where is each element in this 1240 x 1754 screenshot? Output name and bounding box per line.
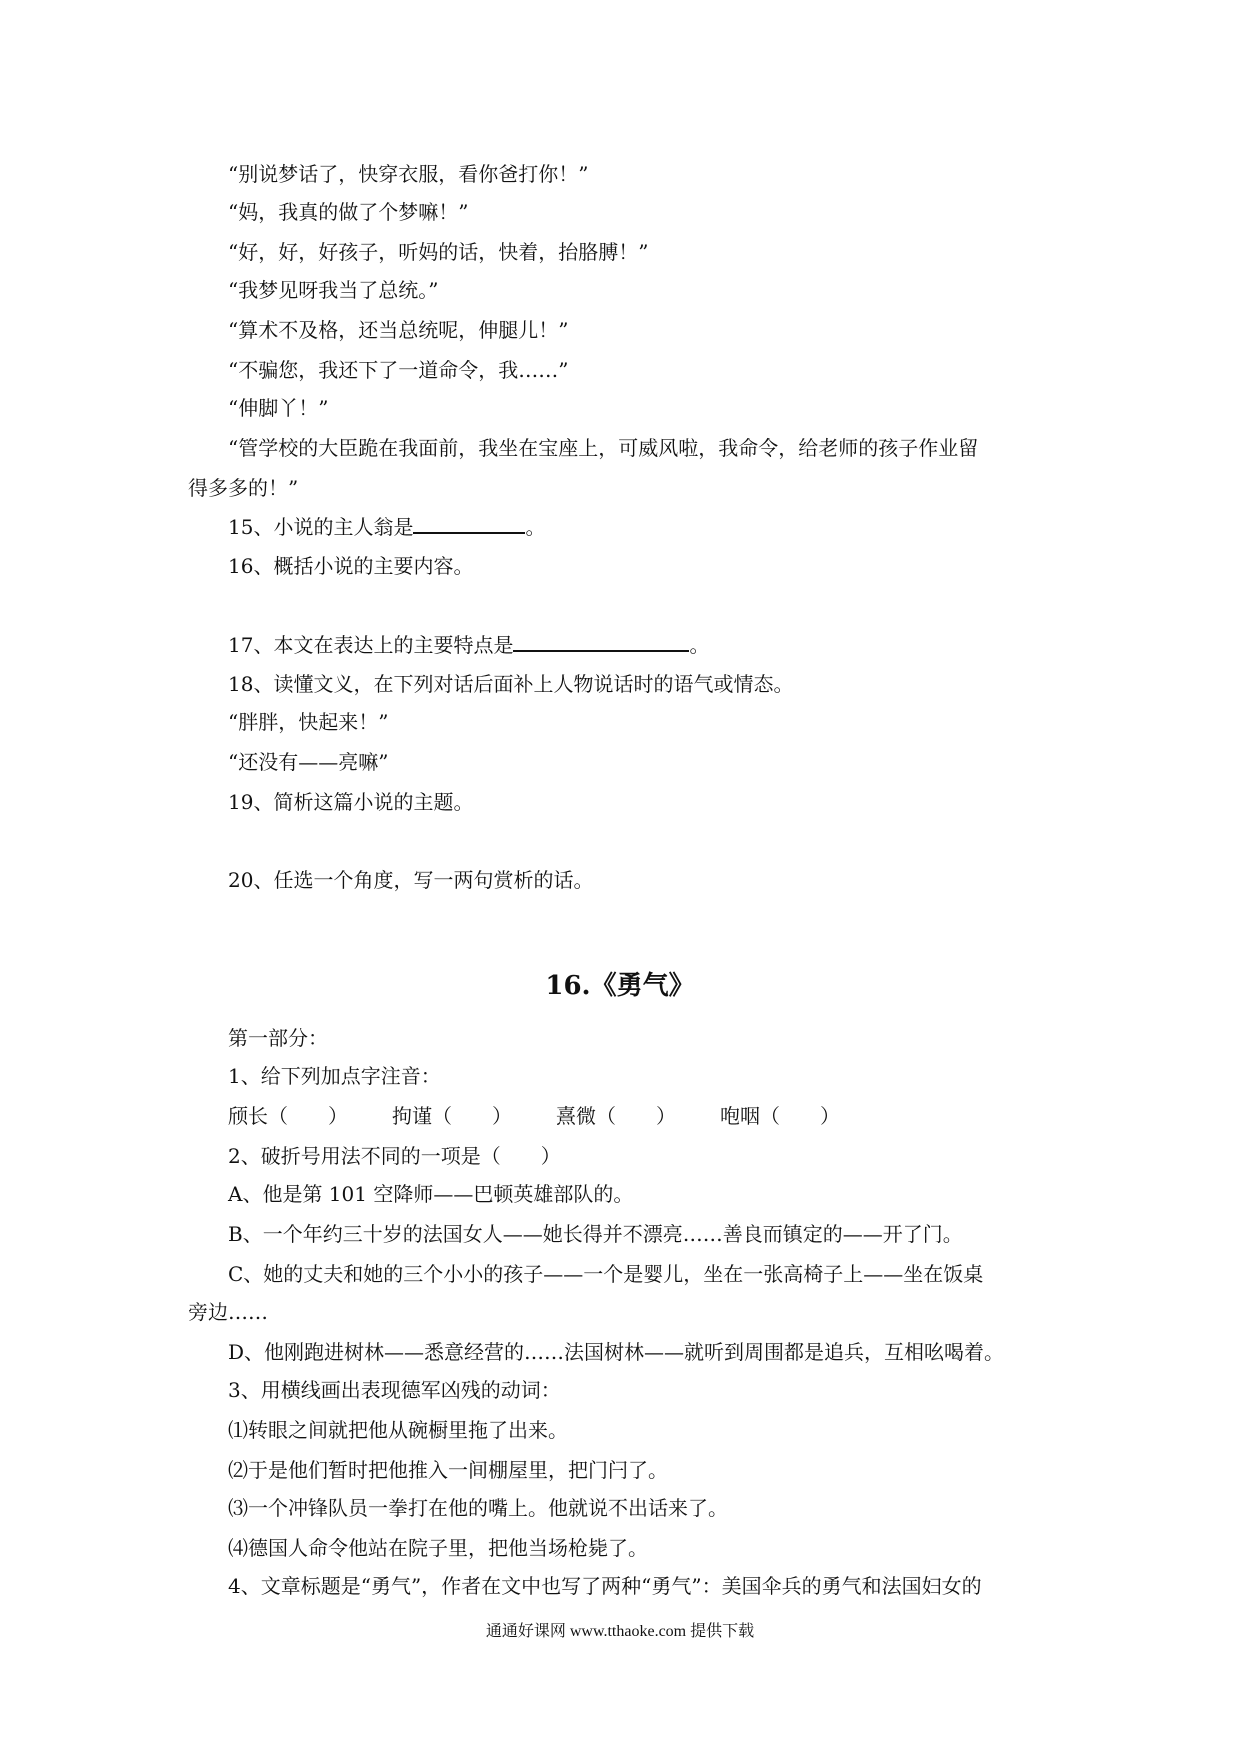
question-4: 4、文章标题是“勇气”，作者在文中也写了两种“勇气”：美国伞兵的勇气和法国妇女的	[228, 1574, 982, 1598]
dialogue-line: “算术不及格，还当总统呢，伸腿儿！”	[228, 318, 569, 342]
dialogue-line: “妈，我真的做了个梦嘛！”	[228, 200, 469, 224]
question-2-option-a: A、他是第 101 空降师——巴顿英雄部队的。	[228, 1182, 634, 1206]
question-3-item-2: ⑵于是他们暂时把他推入一间棚屋里，把门闩了。	[228, 1458, 668, 1482]
dialogue-line: “伸脚丫！”	[228, 396, 329, 420]
question-20: 20、任选一个角度，写一两句赏析的话。	[228, 868, 594, 892]
question-2: 2、破折号用法不同的一项是（ ）	[228, 1144, 561, 1168]
question-18: 18、读懂文义，在下列对话后面补上人物说话时的语气或情态。	[228, 672, 794, 696]
page-footer: 通通好课网 www.tthaoke.com 提供下载	[485, 1623, 755, 1640]
question-3-item-1: ⑴转眼之间就把他从碗橱里拖了出来。	[228, 1418, 568, 1442]
question-15-end: 。	[525, 515, 546, 539]
question-2-option-b: B、一个年约三十岁的法国女人——她长得并不漂亮……善良而镇定的——开了门。	[228, 1222, 963, 1246]
pinyin-option: 熹微（ ）	[556, 1104, 676, 1128]
question-17-text: 17、本文在表达上的主要特点是	[228, 633, 514, 657]
question-3: 3、用横线画出表现德军凶残的动词：	[228, 1378, 561, 1402]
question-18-dialogue-a: “胖胖，快起来！”	[228, 710, 389, 734]
dialogue-line: “我梦见呀我当了总统。”	[228, 278, 439, 302]
dialogue-line: “不骗您，我还下了一道命令，我……”	[228, 358, 569, 382]
answer-blank[interactable]	[413, 514, 525, 534]
pinyin-option: 咆咽（ ）	[720, 1104, 840, 1128]
question-15	[228, 514, 545, 539]
part-heading: 第一部分：	[228, 1026, 328, 1050]
dialogue-line: “好，好，好孩子，听妈的话，快着，抬胳膊！”	[228, 240, 649, 264]
pinyin-option: 颀长（ ）	[228, 1104, 348, 1128]
dialogue-line-continued: 得多多的！”	[188, 476, 299, 500]
question-2-option-d: D、他刚跑进树林——悉意经营的……法国树林——就听到周围都是追兵，互相吆喝着。	[228, 1340, 1005, 1364]
question-19: 19、简析这篇小说的主题。	[228, 790, 474, 814]
question-2-option-c-continued: 旁边……	[188, 1300, 268, 1324]
question-1: 1、给下列加点字注音：	[228, 1064, 441, 1088]
question-18-dialogue-b: “还没有——亮嘛”	[228, 750, 389, 774]
question-2-option-c: C、她的丈夫和她的三个小小的孩子——一个是婴儿，坐在一张高椅子上——坐在饭桌	[228, 1262, 984, 1286]
question-15-text: 15、小说的主人翁是	[228, 515, 414, 539]
section-title: 16.《勇气》	[545, 971, 695, 1001]
dialogue-line: “别说梦话了，快穿衣服，看你爸打你！”	[228, 162, 589, 186]
question-1-options	[228, 1104, 840, 1128]
question-3-item-4: ⑷德国人命令他站在院子里，把他当场枪毙了。	[228, 1536, 648, 1560]
question-16: 16、概括小说的主要内容。	[228, 554, 474, 578]
dialogue-line: “管学校的大臣跪在我面前，我坐在宝座上，可威风啦，我命令，给老师的孩子作业留	[228, 436, 979, 460]
pinyin-option: 拘谨（ ）	[392, 1104, 512, 1128]
answer-blank[interactable]	[513, 632, 689, 652]
question-17	[228, 632, 709, 657]
question-3-item-3: ⑶一个冲锋队员一拳打在他的嘴上。他就说不出话来了。	[228, 1496, 728, 1520]
question-17-end: 。	[689, 633, 710, 657]
